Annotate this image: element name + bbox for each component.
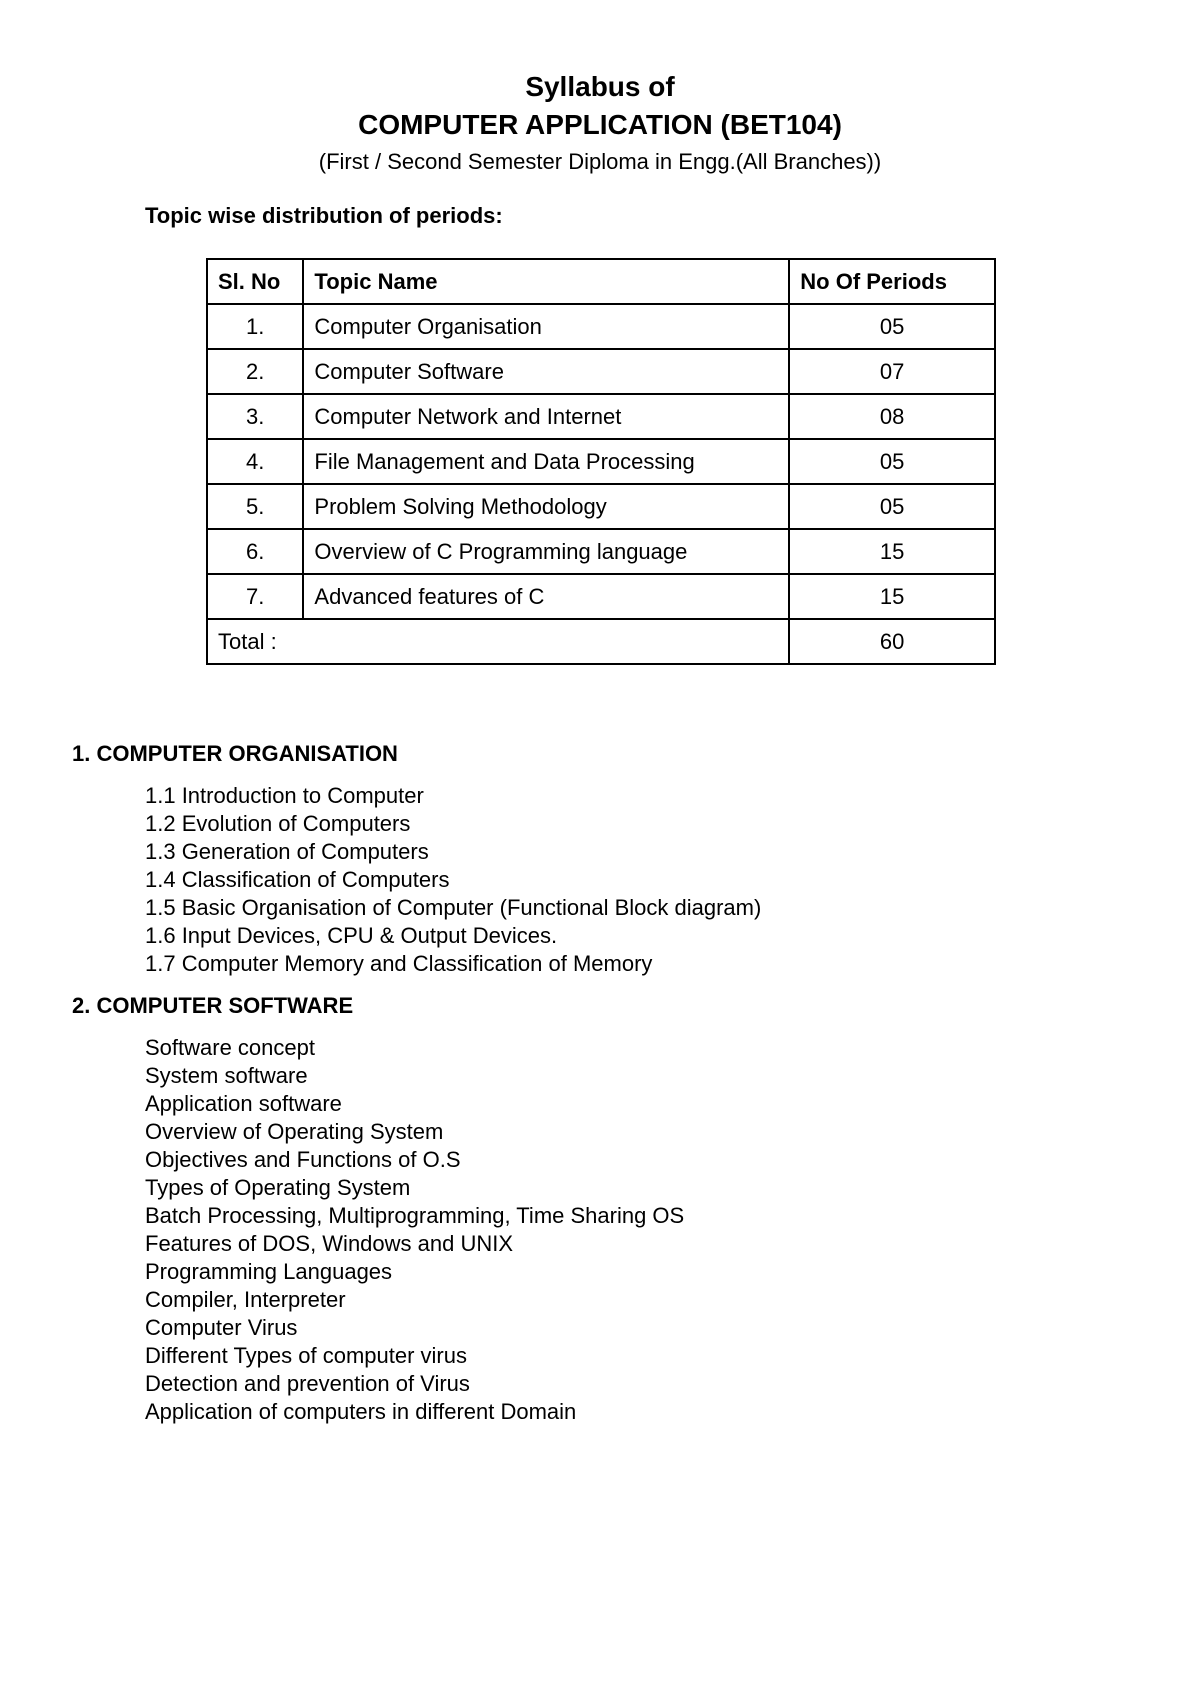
row-periods: 07 [789, 349, 995, 394]
table-row [207, 574, 995, 619]
column-header-sl-no: Sl. No [207, 259, 303, 304]
row-periods: 15 [789, 529, 995, 574]
total-label: Total : [207, 619, 789, 664]
row-topic: File Management and Data Processing [303, 439, 789, 484]
list-item: Computer Virus [145, 1315, 298, 1340]
list-item: 1.3 Generation of Computers [145, 839, 429, 864]
table-row [207, 304, 995, 349]
list-item: Detection and prevention of Virus [145, 1371, 470, 1396]
table-total-row [207, 619, 995, 664]
section-heading-computer-software: 2. COMPUTER SOFTWARE [72, 993, 354, 1018]
row-periods: 05 [789, 484, 995, 529]
list-item: Programming Languages [145, 1259, 393, 1284]
row-number: 5. [207, 484, 303, 529]
column-header-topic-name: Topic Name [303, 259, 789, 304]
periods-table [206, 258, 996, 665]
row-periods: 05 [789, 439, 995, 484]
distribution-heading: Topic wise distribution of periods: [145, 203, 503, 228]
table-row [207, 484, 995, 529]
row-topic: Computer Network and Internet [303, 394, 789, 439]
list-item: Batch Processing, Multiprogramming, Time Sharing OS [145, 1203, 685, 1228]
list-item: 1.5 Basic Organisation of Computer (Functional Block diagram) [145, 895, 762, 920]
row-periods: 08 [789, 394, 995, 439]
row-topic: Computer Software [303, 349, 789, 394]
list-item: Software concept [145, 1035, 315, 1060]
row-number: 4. [207, 439, 303, 484]
course-title: COMPUTER APPLICATION (BET104) [358, 109, 842, 140]
total-value: 60 [789, 619, 995, 664]
section-list-computer-software [145, 1034, 684, 1426]
list-item: Objectives and Functions of O.S [145, 1147, 461, 1172]
section-list-computer-organisation [145, 782, 761, 978]
row-number: 6. [207, 529, 303, 574]
list-item: Application software [145, 1091, 342, 1116]
row-topic: Computer Organisation [303, 304, 789, 349]
list-item: Different Types of computer virus [145, 1343, 467, 1368]
row-periods: 15 [789, 574, 995, 619]
list-item: 1.1 Introduction to Computer [145, 783, 424, 808]
list-item: Features of DOS, Windows and UNIX [145, 1231, 514, 1256]
list-item: Compiler, Interpreter [145, 1287, 346, 1312]
list-item: System software [145, 1063, 308, 1088]
row-number: 3. [207, 394, 303, 439]
row-number: 2. [207, 349, 303, 394]
row-topic: Advanced features of C [303, 574, 789, 619]
table-row [207, 439, 995, 484]
table-header-row [207, 259, 995, 304]
page-title: Syllabus of [525, 71, 675, 102]
list-item: Overview of Operating System [145, 1119, 444, 1144]
list-item: 1.2 Evolution of Computers [145, 811, 411, 836]
row-periods: 05 [789, 304, 995, 349]
section-heading-computer-organisation: 1. COMPUTER ORGANISATION [72, 741, 398, 766]
row-topic: Problem Solving Methodology [303, 484, 789, 529]
list-item: 1.4 Classification of Computers [145, 867, 450, 892]
list-item: 1.7 Computer Memory and Classification of Memory [145, 951, 653, 976]
row-number: 1. [207, 304, 303, 349]
list-item: Application of computers in different Domain [145, 1399, 577, 1424]
row-topic: Overview of C Programming language [303, 529, 789, 574]
row-number: 7. [207, 574, 303, 619]
table-row [207, 394, 995, 439]
course-subtitle: (First / Second Semester Diploma in Engg.(All Branches)) [318, 149, 882, 174]
table-row [207, 349, 995, 394]
column-header-no-of-periods: No Of Periods [789, 259, 995, 304]
list-item: 1.6 Input Devices, CPU & Output Devices. [145, 923, 558, 948]
table-row [207, 529, 995, 574]
list-item: Types of Operating System [145, 1175, 411, 1200]
